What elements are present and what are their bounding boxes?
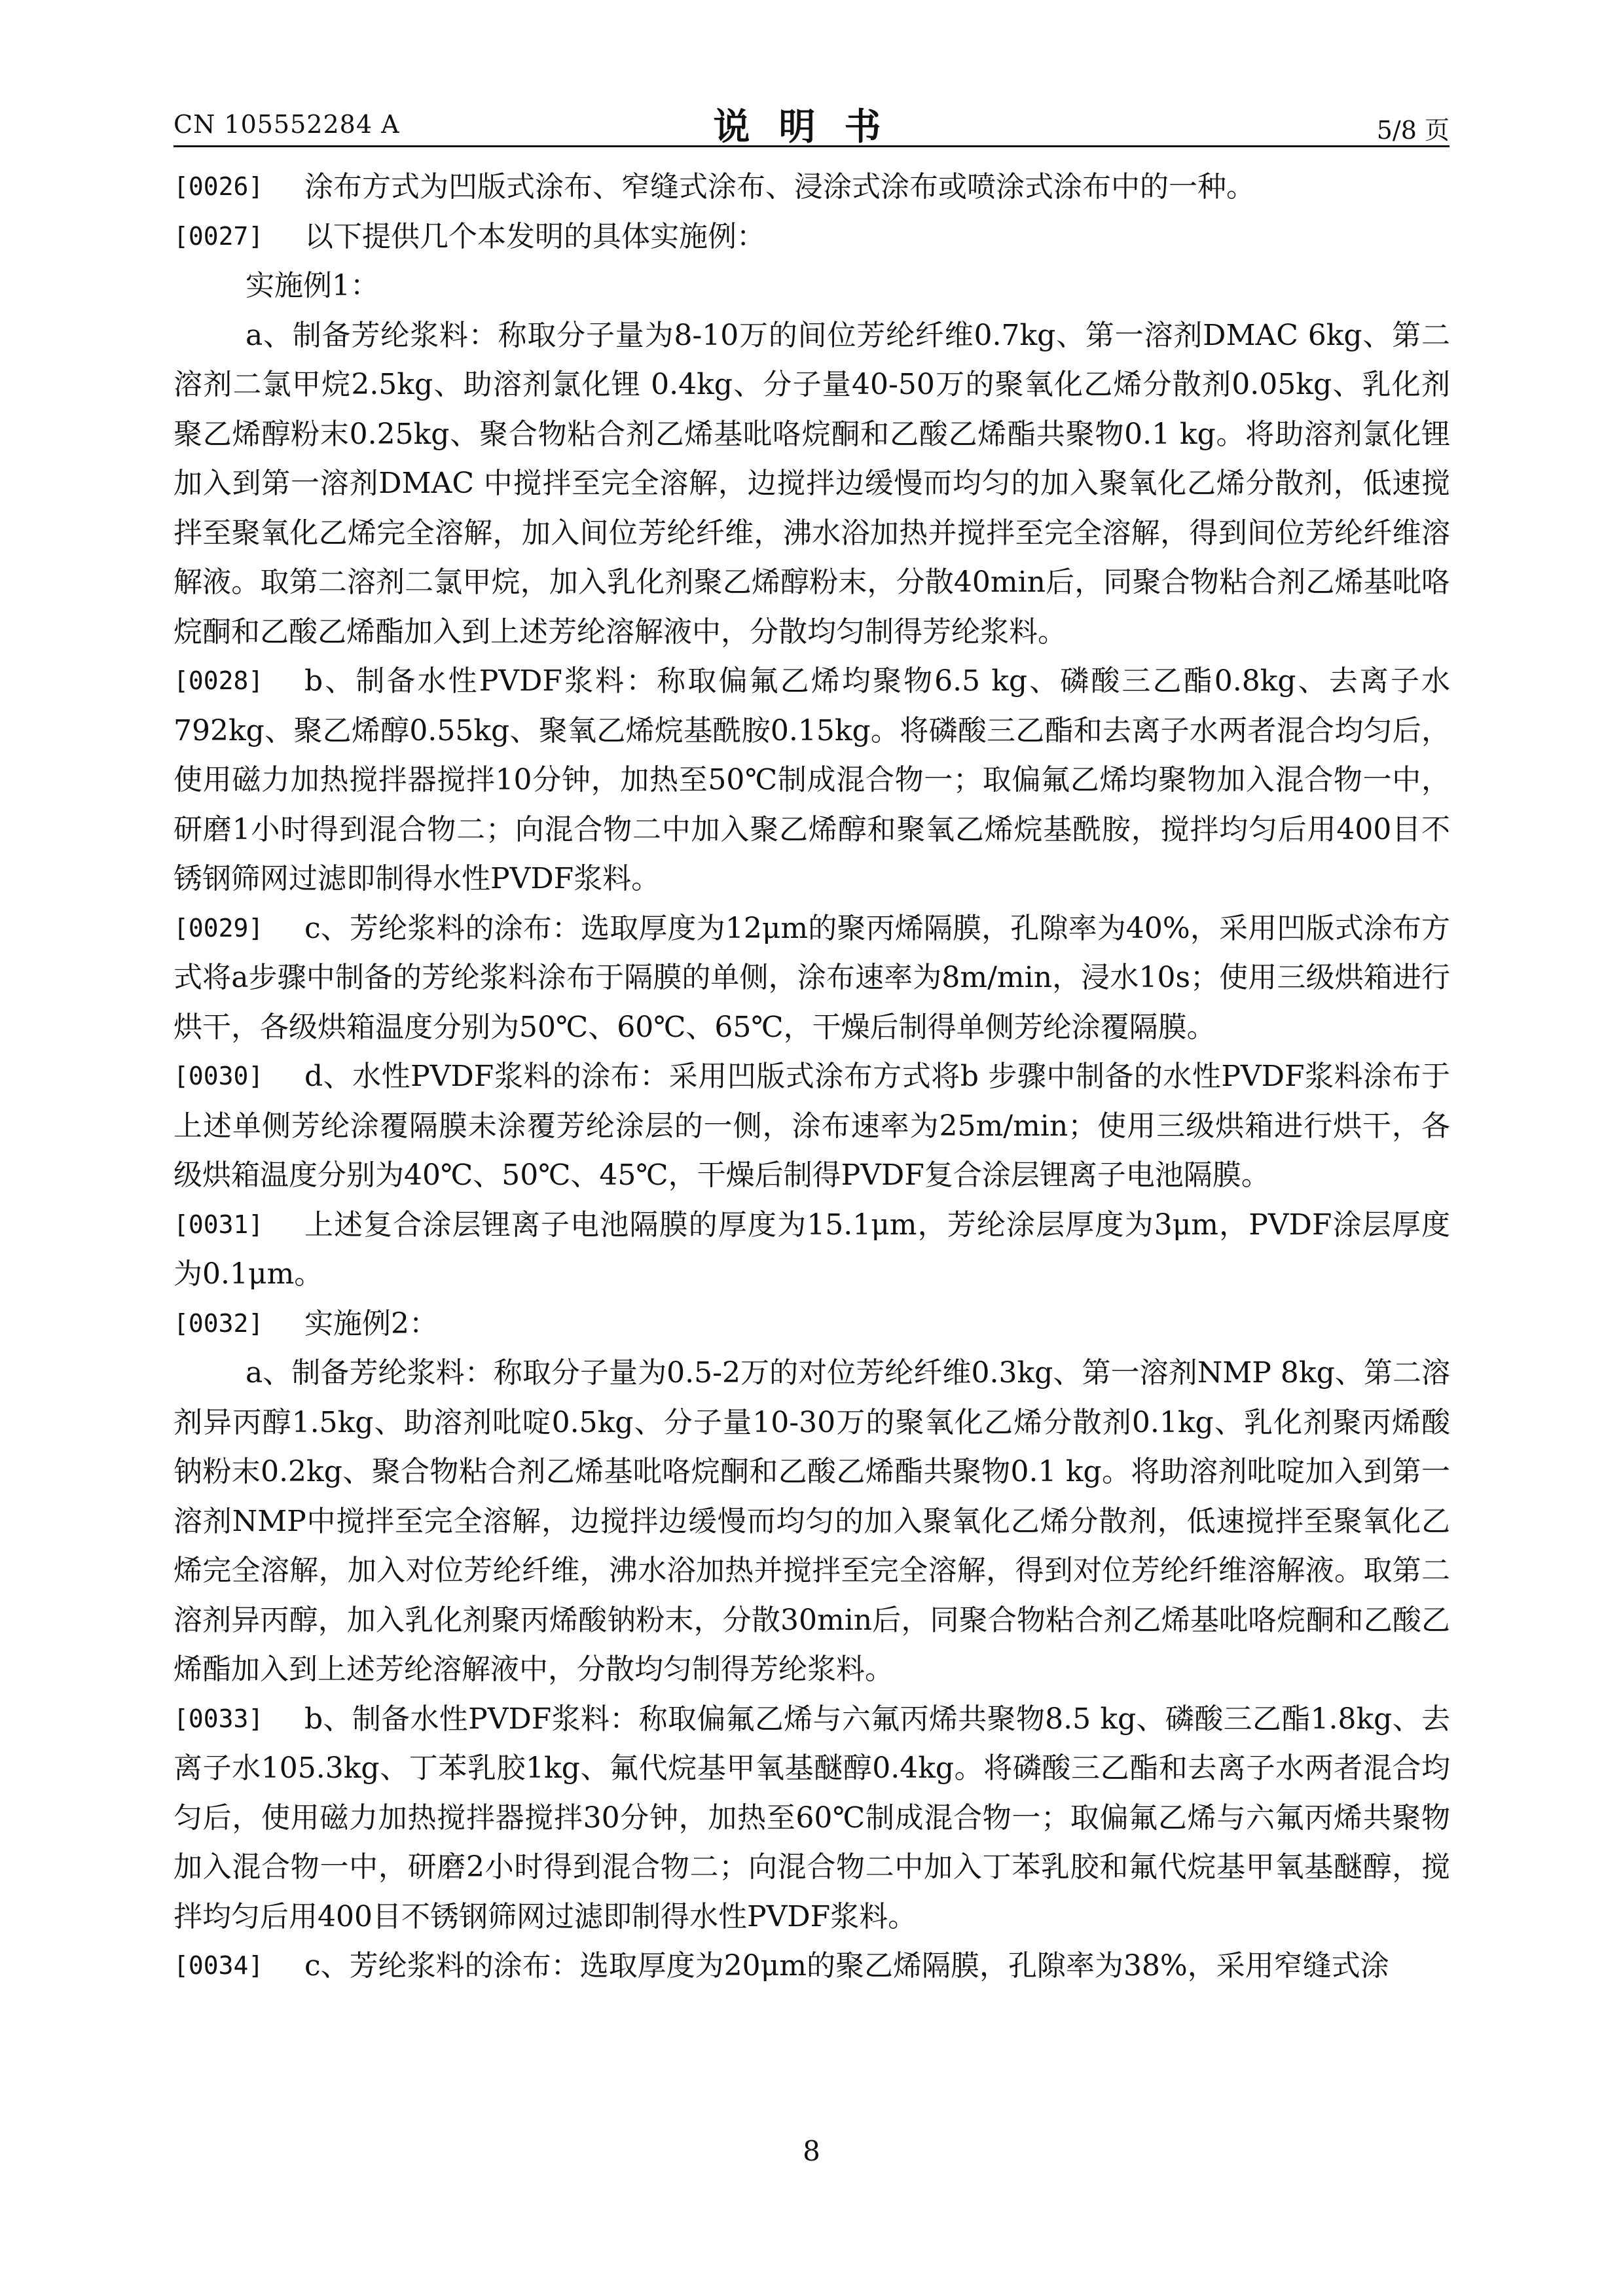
example-1-heading: 实施例1：: [246, 269, 379, 302]
paragraph-0029: [173, 904, 1450, 1052]
paragraph-text: c、芳纶浆料的涂布：选取厚度为20μm的聚乙烯隔膜，孔隙率为38%，采用窄缝式涂: [304, 1949, 1389, 1982]
paragraph-text: 涂布方式为凹版式涂布、窄缝式涂布、浸涂式涂布或喷涂式涂布中的一种。: [304, 170, 1255, 204]
paragraph-text: b、制备水性PVDF浆料：称取偏氟乙烯均聚物6.5 kg、磷酸三乙酯0.8kg、去离子水792kg、聚乙烯醇0.55kg、聚氧乙烯烷基酰胺0.15kg。将磷酸三乙酯和去离子水两者混合均匀后，使用磁力加热搅拌器搅拌10分钟，加热至50℃制成混合物一；取偏氟乙烯均聚物加入混合物一中，研磨1小时得到混合物二；向混合物二中加入聚乙烯醇和聚氧乙烯烷基酰胺，搅拌均匀后用400目不锈钢筛网过滤即制得水性PVDF浆料。: [173, 664, 1450, 895]
page-indicator: 5/8 页: [1376, 116, 1450, 145]
paragraph-0028: [173, 656, 1450, 904]
paragraph-number: [0032]: [173, 1308, 264, 1338]
paragraph-number: [0027]: [173, 221, 264, 251]
paragraph-number: [0031]: [173, 1210, 264, 1239]
paragraph-text: 上述复合涂层锂离子电池隔膜的厚度为15.1μm，芳纶涂层厚度为3μm，PVDF涂层厚度为0.1μm。: [173, 1208, 1450, 1291]
example-2-step-a: a、制备芳纶浆料：称取分子量为0.5-2万的对位芳纶纤维0.3kg、第一溶剂NMP 8kg、第二溶剂异丙醇1.5kg、助溶剂吡啶0.5kg、分子量10-30万的聚氧化乙烯分散剂0.1kg、乳化剂聚丙烯酸钠粉末0.2kg、聚合物粘合剂乙烯基吡咯烷酮和乙酸乙烯酯共聚物0.1 kg。将助溶剂吡啶加入到第一溶剂NMP中搅拌至完全溶解，边搅拌边缓慢而均匀的加入聚氧化乙烯分散剂，低速搅拌至聚氧化乙烯完全溶解，加入对位芳纶纤维，沸水浴加热并搅拌至完全溶解，得到对位芳纶纤维溶解液。取第二溶剂异丙醇，加入乳化剂聚丙烯酸钠粉末，分散30min后，同聚合物粘合剂乙烯基吡咯烷酮和乙酸乙烯酯加入到上述芳纶溶解液中，分散均匀制得芳纶浆料。: [173, 1356, 1450, 1686]
paragraph-number: [0033]: [173, 1704, 264, 1733]
paragraph-number: [0028]: [173, 666, 264, 695]
paragraph-number: [0030]: [173, 1062, 264, 1090]
document-title: 说明书: [713, 105, 910, 149]
paragraph-0033: [173, 1695, 1450, 1942]
page-number: 8: [803, 2135, 820, 2167]
paragraph-text: b、制备水性PVDF浆料：称取偏氟乙烯与六氟丙烯共聚物8.5 kg、磷酸三乙酯1.8kg、去离子水105.3kg、丁苯乳胶1kg、氟代烷基甲氧基醚醇0.4kg。将磷酸三乙酯和去离子水两者混合均匀后，使用磁力加热搅拌器搅拌30分钟，加热至60℃制成混合物一；取偏氟乙烯与六氟丙烯共聚物加入混合物一中，研磨2小时得到混合物二；向混合物二中加入丁苯乳胶和氟代烷基甲氧基醚醇，搅拌均匀后用400目不锈钢筛网过滤即制得水性PVDF浆料。: [173, 1702, 1450, 1933]
paragraph-text: c、芳纶浆料的涂布：选取厚度为12μm的聚丙烯隔膜，孔隙率为40%，采用凹版式涂布方式将a步骤中制备的芳纶浆料涂布于隔膜的单侧，涂布速率为8m/min，浸水10s；使用三级烘箱进行烘干，各级烘箱温度分别为50℃、60℃、65℃，干燥后制得单侧芳纶涂覆隔膜。: [173, 911, 1450, 1044]
paragraph-number: [0034]: [173, 1951, 264, 1980]
patent-number: CN 105552284 A: [173, 110, 400, 139]
paragraph-0034: [173, 1941, 1450, 1991]
paragraph-0032: [173, 1299, 1450, 1349]
paragraph-0027: [173, 212, 1450, 262]
paragraph-text: 实施例2：: [304, 1306, 438, 1340]
paragraph-0026: [173, 162, 1450, 212]
paragraph-number: [0029]: [173, 913, 264, 942]
page-header: [173, 98, 1450, 151]
document-body: [173, 162, 1450, 1991]
paragraph-0031: [173, 1200, 1450, 1299]
example-1-step-a: a、制备芳纶浆料：称取分子量为8-10万的间位芳纶纤维0.7kg、第一溶剂DMAC 6kg、第二溶剂二氯甲烷2.5kg、助溶剂氯化锂 0.4kg、分子量40-50万的聚氧化乙烯分散剂0.05kg、乳化剂聚乙烯醇粉末0.25kg、聚合物粘合剂乙烯基吡咯烷酮和乙酸乙烯酯共聚物0.1 kg。将助溶剂氯化锂加入到第一溶剂DMAC 中搅拌至完全溶解，边搅拌边缓慢而均匀的加入聚氧化乙烯分散剂，低速搅拌至聚氧化乙烯完全溶解，加入间位芳纶纤维，沸水浴加热并搅拌至完全溶解，得到间位芳纶纤维溶解液。取第二溶剂二氯甲烷，加入乳化剂聚乙烯醇粉末，分散40min后，同聚合物粘合剂乙烯基吡咯烷酮和乙酸乙烯酯加入到上述芳纶溶解液中，分散均匀制得芳纶浆料。: [173, 318, 1450, 649]
paragraph-text: d、水性PVDF浆料的涂布：采用凹版式涂布方式将b 步骤中制备的水性PVDF浆料涂布于上述单侧芳纶涂覆隔膜未涂覆芳纶涂层的一侧，涂布速率为25m/min；使用三级烘箱进行烘干，各级烘箱温度分别为40℃、50℃、45℃，干燥后制得PVDF复合涂层锂离子电池隔膜。: [173, 1060, 1450, 1192]
header-divider: [173, 145, 1450, 147]
paragraph-number: [0026]: [173, 172, 264, 201]
paragraph-text: 以下提供几个本发明的具体实施例：: [304, 219, 765, 253]
paragraph-0030: [173, 1052, 1450, 1200]
